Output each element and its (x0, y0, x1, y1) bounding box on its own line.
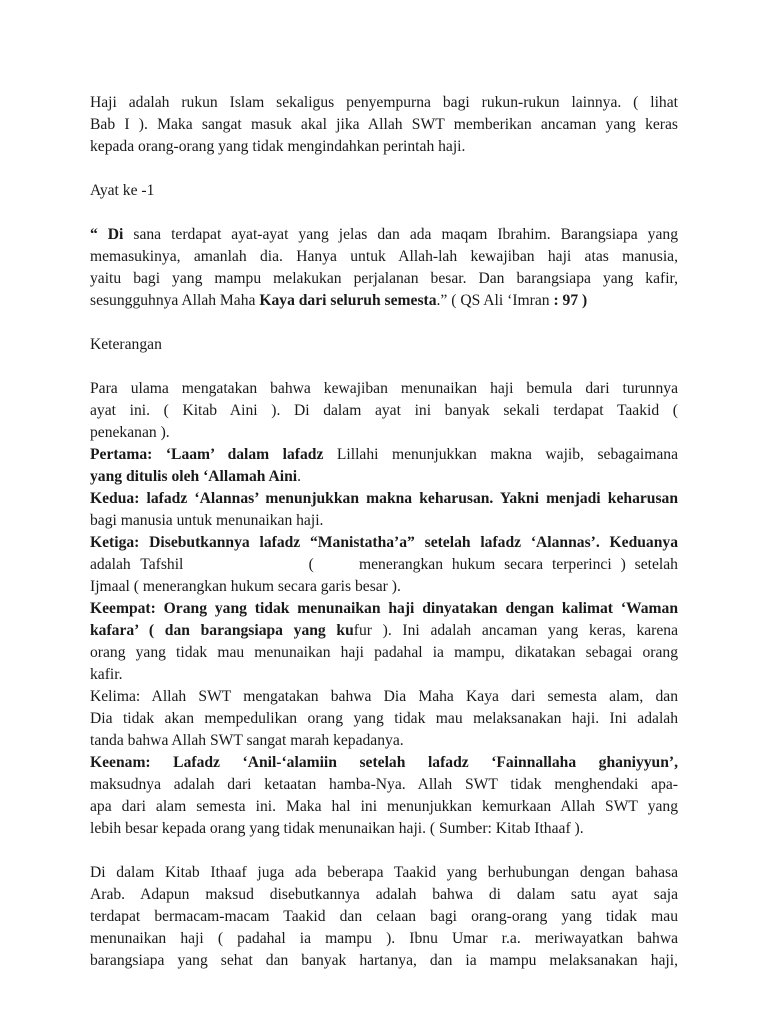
text-line: Di dalam Kitab Ithaaf juga ada beberapa Taakid yang berhubungan dengan bahasa (90, 864, 678, 881)
point-bold: kafara’ ( dan barangsiapa yang ku (90, 622, 354, 639)
text-line (90, 290, 678, 312)
point-ketiga (90, 532, 678, 598)
text-line: tanda bahwa Allah SWT sangat marah kepadanya. (90, 732, 404, 749)
text-line: maksudnya adalah dari ketaatan hamba-Nya. Allah SWT tidak menghendaki apa- (90, 776, 678, 793)
quote-text: sesungguhnya Allah Maha (90, 292, 260, 309)
point-kedua (90, 488, 678, 532)
text-line: penekanan ). (90, 424, 170, 441)
point-bold: yang ditulis oleh ‘Allamah Aini (90, 468, 298, 485)
text-line (90, 752, 678, 774)
text-line: kafir. (90, 666, 123, 683)
text-line (90, 224, 678, 246)
text-line (90, 598, 678, 620)
point-bold: Keempat: Orang yang tidak menunaikan haji dinyatakan dengan kalimat ‘Waman (90, 600, 678, 617)
point-keempat (90, 598, 678, 686)
text-line: Kelima: Allah SWT mengatakan bahwa Dia Maha Kaya dari semesta alam, dan (90, 688, 678, 705)
text-line: barangsiapa yang sehat dan banyak hartanya, dan ia mampu melaksanakan haji, (90, 952, 678, 969)
text-line: kepada orang-orang yang tidak mengindahkan perintah haji. (90, 138, 466, 155)
quote-open: “ Di (90, 226, 124, 243)
text-line: Haji adalah rukun Islam sekaligus penyempurna bagi rukun-rukun lainnya. ( lihat (90, 94, 678, 111)
text-line (90, 466, 678, 488)
point-bold: Kedua: lafadz ‘Alannas’ menunjukkan makna keharusan. Yakni menjadi keharusan (90, 490, 678, 507)
point-text: Lillahi menunjukkan makna wajib, sebagaimana (323, 446, 678, 463)
text-line (90, 554, 678, 576)
quote-bold: Kaya dari seluruh semesta (259, 292, 437, 309)
point-bold: Ketiga: Disebutkannya lafadz “Manistatha’a” setelah lafadz ‘Alannas’. Keduanya (90, 534, 678, 551)
text-line: terdapat bermacam-macam Taakid dan celaan bagi orang-orang yang tidak mau (90, 908, 678, 925)
quote-text: .” ( QS Ali ‘Imran (436, 292, 550, 309)
text-line (90, 488, 678, 510)
point-bold: Keenam: Lafadz ‘Anil-‘alamiin setelah lafadz ‘Fainnallaha ghaniyyun’, (90, 754, 678, 771)
text-line: Arab. Adapun maksud disebutkannya adalah bahwa di dalam satu ayat saja (90, 886, 678, 903)
text-line (90, 620, 678, 642)
text-line: memasukinya, amanlah dia. Hanya untuk Allah-lah kewajiban haji atas manusia, (90, 248, 678, 265)
point-text: fur ). Ini adalah ancaman yang keras, karena (353, 622, 678, 639)
document-body (90, 92, 678, 972)
point-bold: : ‘Laam’ dalam lafadz (147, 446, 324, 463)
text-line: Dia tidak akan mempedulikan orang yang tidak mau melaksanakan haji. Ini adalah (90, 710, 678, 727)
intro-paragraph (90, 92, 678, 158)
keterangan-heading: Keterangan (90, 336, 162, 353)
text-line: bagi manusia untuk menunaikan haji. (90, 512, 324, 529)
quote-paragraph (90, 224, 678, 312)
text-line: apa dari alam semesta ini. Maka hal ini menunjukkan kemurkaan Allah SWT yang (90, 798, 678, 815)
point-text: adalah Tafshil (90, 556, 184, 573)
text-line: menunaikan haji ( padahal ia mampu ). Ibnu Umar r.a. meriwayatkan bahwa (90, 930, 678, 947)
closing-paragraph (90, 862, 678, 972)
text-line: yaitu bagi yang mampu melakukan perjalanan besar. Dan barangsiapa yang kafir, (90, 270, 678, 287)
text-line (90, 444, 678, 466)
text-line: Ijmaal ( menerangkan hukum secara garis besar ). (90, 578, 401, 595)
text-line (90, 532, 678, 554)
point-label: Pertama (90, 446, 148, 463)
point-keenam (90, 752, 678, 840)
text-line: ayat ini. ( Kitab Aini ). Di dalam ayat ini banyak sekali terdapat Taakid ( (90, 402, 678, 419)
text-line: lebih besar kepada orang yang tidak menunaikan haji. ( Sumber: Kitab Ithaaf ). (90, 820, 584, 837)
text-line: Para ulama mengatakan bahwa kewajiban menunaikan haji bemula dari turunnya (90, 380, 678, 397)
point-text: menerangkan hukum secara terperinci ) setelah (359, 556, 678, 573)
ayat-heading: Ayat ke -1 (90, 182, 155, 199)
point-text: . (297, 468, 302, 485)
point-text: ( (308, 556, 314, 573)
point-pertama (90, 444, 678, 488)
point-kelima (90, 686, 678, 752)
quote-reference: : 97 ) (549, 292, 588, 309)
text-line: orang yang tidak mau menunaikan haji padahal ia mampu, dikatakan sebagai orang (90, 644, 678, 661)
intro-keterangan-paragraph (90, 378, 678, 444)
quote-text: sana terdapat ayat-ayat yang jelas dan ada maqam Ibrahim. Barangsiapa yang (123, 226, 678, 243)
text-line: Bab I ). Maka sangat masuk akal jika Allah SWT memberikan ancaman yang keras (90, 116, 678, 133)
